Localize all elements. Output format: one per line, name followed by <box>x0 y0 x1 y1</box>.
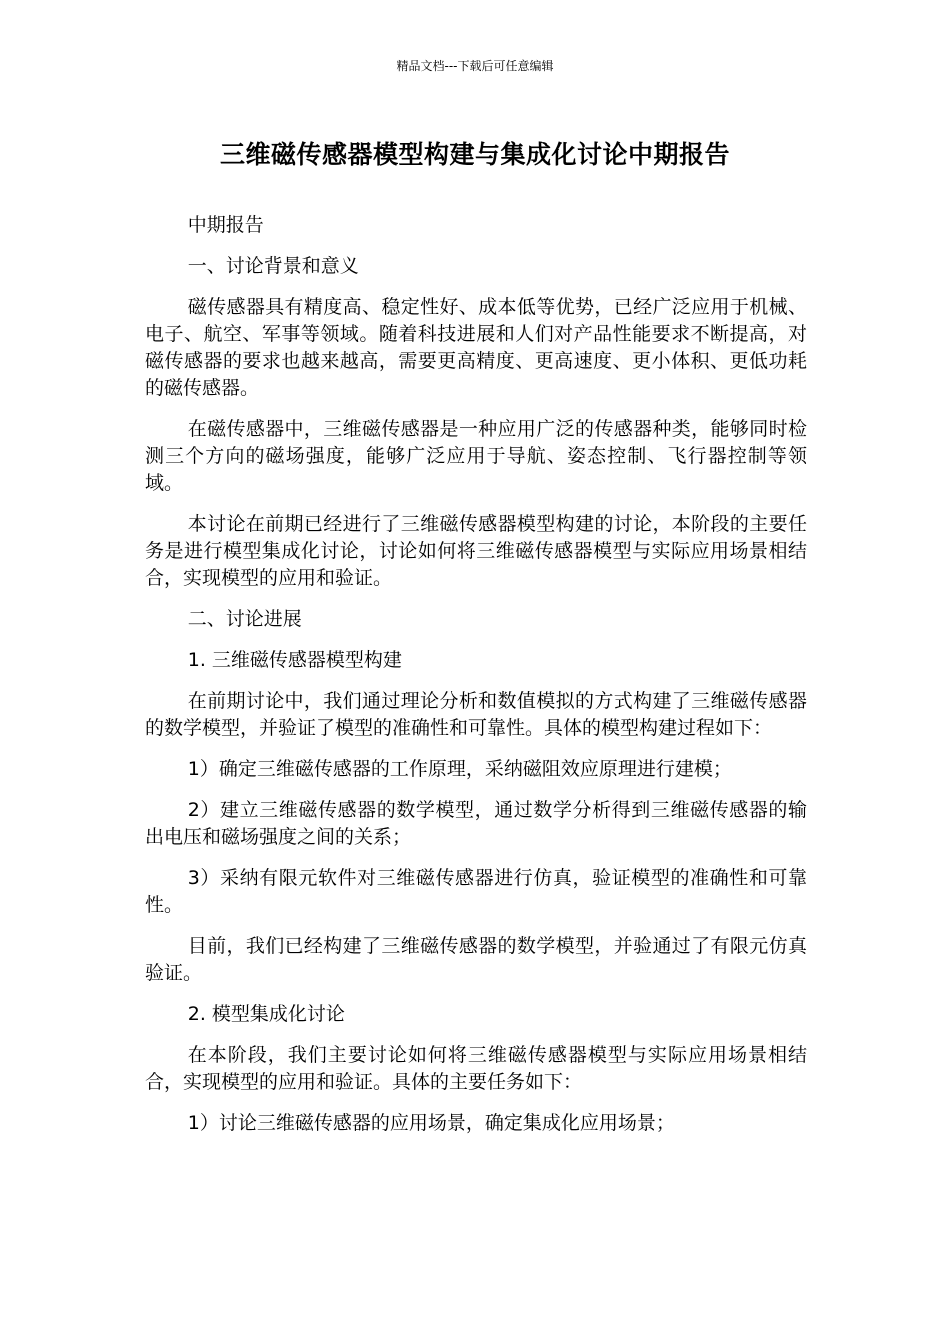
header-note: 精品文档---下载后可任意编辑 <box>396 59 554 73</box>
paragraph: 目前，我们已经构建了三维磁传感器的数学模型，并验通过了有限元仿真验证。 <box>145 935 807 984</box>
subsection-heading-integration: 2. 模型集成化讨论 <box>187 1003 345 1025</box>
paragraph: 本讨论在前期已经进行了三维磁传感器模型构建的讨论，本阶段的主要任务是进行模型集成化讨论，讨论如何将三维磁传感器模型与实际应用场景相结合，实现模型的应用和验证。 <box>145 513 807 589</box>
paragraph: 在前期讨论中，我们通过理论分析和数值模拟的方式构建了三维磁传感器的数学模型，并验证了模型的准确性和可靠性。具体的模型构建过程如下： <box>145 690 807 739</box>
section-heading-progress: 二、讨论进展 <box>187 608 302 630</box>
list-item: 3）采纳有限元软件对三维磁传感器进行仿真，验证模型的准确性和可靠性。 <box>145 867 807 916</box>
paragraph: 磁传感器具有精度高、稳定性好、成本低等优势，已经广泛应用于机械、电子、航空、军事等领域。随着科技进展和人们对产品性能要求不断提高，对磁传感器的要求也越来越高，需要更高精度、更高速度、更小体积、更低功耗的磁传感器。 <box>145 296 807 399</box>
list-item: 2）建立三维磁传感器的数学模型，通过数学分析得到三维磁传感器的输出电压和磁场强度之间的关系； <box>145 799 807 848</box>
paragraph: 在磁传感器中，三维磁传感器是一种应用广泛的传感器种类，能够同时检测三个方向的磁场强度，能够广泛应用于导航、姿态控制、飞行器控制等领域。 <box>145 418 807 494</box>
paragraph: 在本阶段，我们主要讨论如何将三维磁传感器模型与实际应用场景相结合，实现模型的应用和验证。具体的主要任务如下： <box>145 1044 807 1093</box>
list-item: 1）确定三维磁传感器的工作原理，采纳磁阻效应原理进行建模； <box>187 758 732 780</box>
subsection-heading-model: 1. 三维磁传感器模型构建 <box>187 649 402 671</box>
document-title: 三维磁传感器模型构建与集成化讨论中期报告 <box>219 140 730 169</box>
document-body <box>145 212 807 1151</box>
section-label: 中期报告 <box>187 214 264 236</box>
list-item: 1）讨论三维磁传感器的应用场景，确定集成化应用场景； <box>187 1112 675 1134</box>
section-heading-background: 一、讨论背景和意义 <box>187 255 359 277</box>
